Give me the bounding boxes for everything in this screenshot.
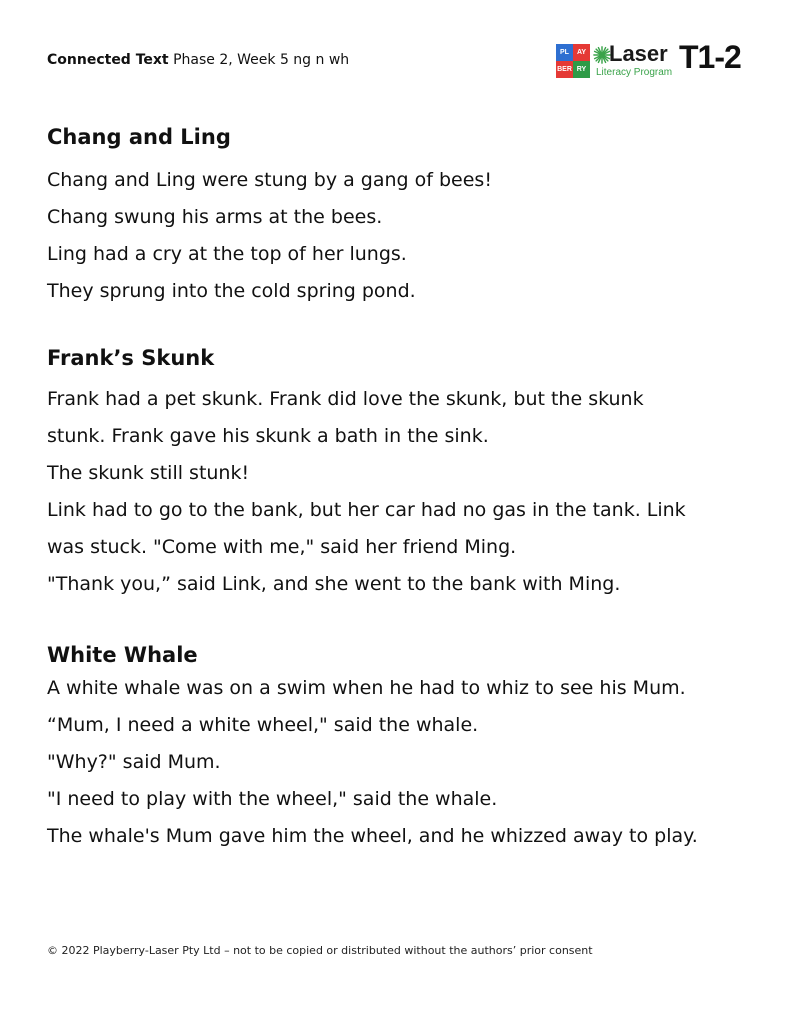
story-line: The skunk still stunk!: [47, 462, 250, 484]
story-line: They sprung into the cold spring pond.: [47, 280, 416, 302]
header-label-rest: Phase 2, Week 5 ng n wh: [173, 52, 350, 68]
playberry-tiles-icon: [556, 44, 590, 78]
story-line: “Mum, I need a white wheel," said the whale.: [47, 714, 479, 736]
story-line: "I need to play with the wheel," said the whale.: [47, 788, 498, 810]
logo-tile: BER: [556, 61, 573, 78]
laser-literacy-logo: [556, 39, 746, 82]
header-label-bold: Connected Text: [47, 52, 169, 68]
logo-tile: PL: [556, 44, 573, 61]
story-line: Link had to go to the bank, but her car had no gas in the tank. Link: [47, 499, 686, 521]
story-line: was stuck. "Come with me," said her friend Ming.: [47, 536, 517, 558]
story-line: "Why?" said Mum.: [47, 751, 221, 773]
copyright-footer: © 2022 Playberry-Laser Pty Ltd – not to be copied or distributed without the authors’ prior consent: [47, 944, 593, 957]
story-line: stunk. Frank gave his skunk a bath in the sink.: [47, 425, 489, 447]
story-title: White Whale: [47, 643, 198, 667]
story-line: Chang swung his arms at the bees.: [47, 206, 383, 228]
document-header: [47, 52, 349, 68]
logo-brand: Laser: [609, 41, 668, 66]
logo-tile: RY: [573, 61, 590, 78]
logo-subtitle: Literacy Program: [596, 67, 673, 78]
logo-level: T1-2: [679, 39, 741, 75]
story-white-whale: [47, 640, 767, 855]
story-franks-skunk: [47, 343, 767, 603]
story-line: Chang and Ling were stung by a gang of bees!: [47, 169, 492, 191]
story-line: Frank had a pet skunk. Frank did love the skunk, but the skunk: [47, 388, 644, 410]
story-line: The whale's Mum gave him the wheel, and he whizzed away to play.: [47, 825, 698, 847]
story-line: A white whale was on a swim when he had to whiz to see his Mum.: [47, 677, 686, 699]
story-title: Chang and Ling: [47, 125, 231, 149]
story-line: Ling had a cry at the top of her lungs.: [47, 243, 407, 265]
story-chang-and-ling: [47, 122, 767, 310]
story-line: "Thank you,” said Link, and she went to the bank with Ming.: [47, 573, 621, 595]
logo-tile: AY: [573, 44, 590, 61]
story-title: Frank’s Skunk: [47, 346, 215, 370]
